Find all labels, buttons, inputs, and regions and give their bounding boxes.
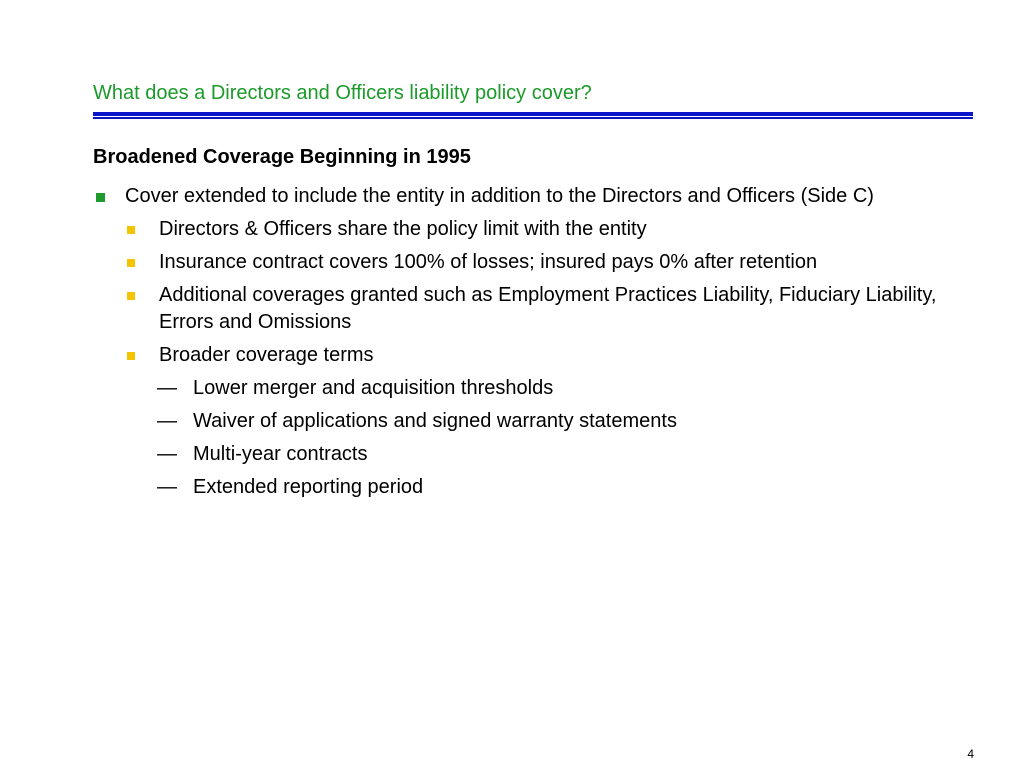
title-rule-top bbox=[93, 112, 973, 116]
yellow-square-bullet-icon bbox=[127, 292, 135, 300]
dash-item bbox=[93, 474, 973, 501]
section-heading: Broadened Coverage Beginning in 1995 bbox=[93, 146, 471, 168]
bullet-text: Cover extended to include the entity in addition to the Directors and Officers (Side C) bbox=[125, 185, 874, 207]
bullet-item bbox=[93, 183, 973, 210]
title-rule-bottom bbox=[93, 117, 973, 119]
dash-item bbox=[93, 375, 973, 402]
bullet-list bbox=[93, 183, 973, 507]
bullet-text: Lower merger and acquisition thresholds bbox=[193, 377, 554, 399]
dash-marker: — bbox=[157, 443, 177, 465]
yellow-square-bullet-icon bbox=[127, 226, 135, 234]
dash-marker: — bbox=[157, 410, 177, 432]
bullet-text: Waiver of applications and signed warranty statements bbox=[193, 410, 677, 432]
green-square-bullet-icon bbox=[96, 193, 105, 202]
sub-bullet-item bbox=[93, 216, 973, 243]
sub-bullet-item bbox=[93, 342, 973, 369]
bullet-text: Broader coverage terms bbox=[159, 344, 374, 366]
dash-item bbox=[93, 408, 973, 435]
bullet-text: Insurance contract covers 100% of losses; insured pays 0% after retention bbox=[159, 251, 818, 273]
bullet-text: Multi-year contracts bbox=[193, 443, 368, 465]
yellow-square-bullet-icon bbox=[127, 259, 135, 267]
slide-title: What does a Directors and Officers liability policy cover? bbox=[93, 82, 592, 104]
sub-bullet-item bbox=[93, 282, 973, 336]
dash-item bbox=[93, 441, 973, 468]
bullet-text: Directors & Officers share the policy limit with the entity bbox=[159, 218, 647, 240]
bullet-text: Additional coverages granted such as Employment Practices Liability, Fiduciary Liability, Errors and Omissions bbox=[159, 284, 937, 333]
sub-bullet-item bbox=[93, 249, 973, 276]
page-number: 4 bbox=[967, 747, 974, 761]
dash-marker: — bbox=[157, 377, 177, 399]
dash-marker: — bbox=[157, 476, 177, 498]
bullet-text: Extended reporting period bbox=[193, 476, 424, 498]
yellow-square-bullet-icon bbox=[127, 352, 135, 360]
